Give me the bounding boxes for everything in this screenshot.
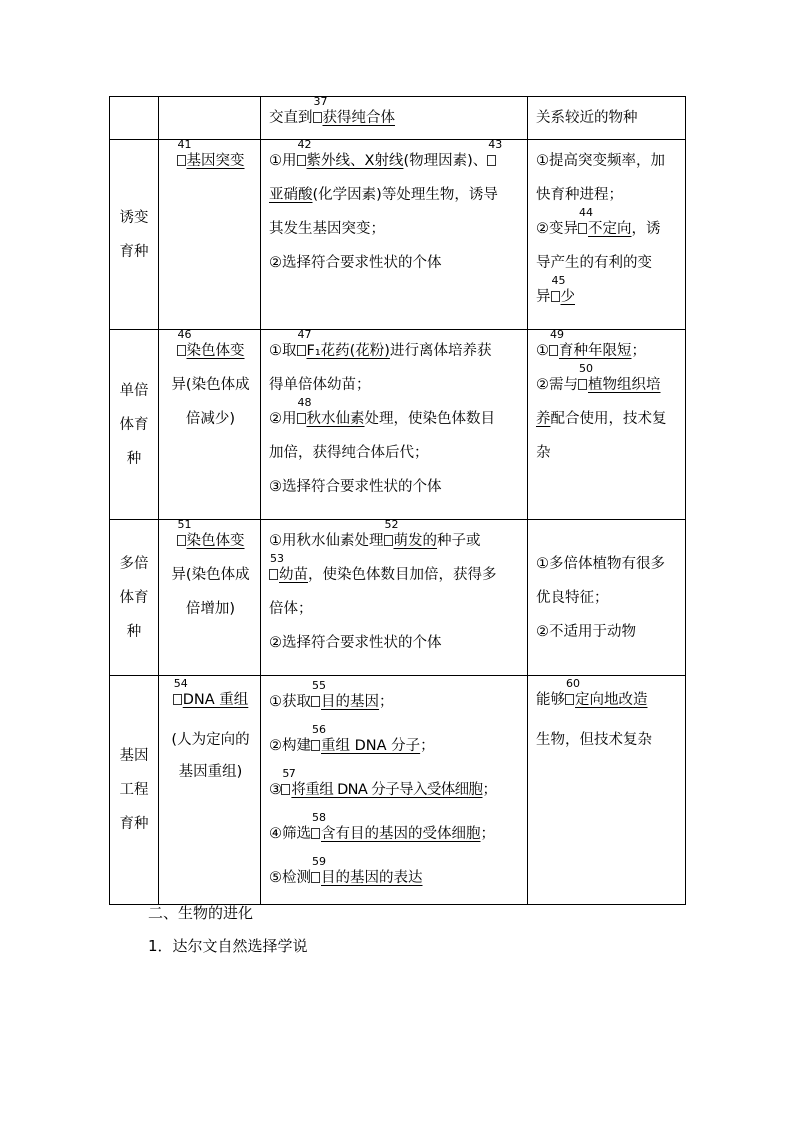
blank-box-icon: 60 xyxy=(565,694,574,705)
blank-box-icon: 45 xyxy=(551,291,560,302)
blank-box-icon: 43 xyxy=(487,155,496,166)
blank-box-icon: 54 xyxy=(173,694,182,705)
table-cell: ①提高突变频率，加 快育种进程； ②变异 44 不定向，诱 导产生的有利的变 异 45 少 xyxy=(528,140,686,330)
table-cell xyxy=(528,97,686,140)
table-cell: ① 49 育种年限短； ②需与 50 植物组织培 养配合使用，技术复 杂 xyxy=(528,330,686,520)
table-row xyxy=(110,676,686,905)
blank-box-icon: 50 xyxy=(578,379,587,390)
blank-box-icon: 53 xyxy=(269,569,278,580)
table-row xyxy=(110,97,686,140)
breeding-methods-table xyxy=(109,96,686,905)
blank-box-icon: 42 xyxy=(297,155,306,166)
table-cell: ①用秋水仙素处理 52 萌发的种子或 53 幼苗，使染色体数目加倍，获得多 倍体； ②选择符合要求性状的个体 xyxy=(261,520,528,676)
blank-box-icon: 47 xyxy=(297,345,306,356)
blank-box-icon: 52 xyxy=(384,535,393,546)
table-row xyxy=(110,520,686,676)
blank-box-icon: 55 xyxy=(311,696,320,707)
table-cell: ①取 47 F₁花药(花粉)进行离体培养获 得单倍体幼苗； ②用 48 秋水仙素处理，使染色体数目 加倍，获得纯合体后代； ③选择符合要求性状的个体 xyxy=(261,330,528,520)
table-cell: ①获取 55 目的基因； ②构建 56 重组 DNA 分子； ③ 57 将重组 DNA 分子导入受体细胞； ④筛选 58 含有目的基因的受体细胞； ⑤检测 59 目的基因的表达 xyxy=(261,676,528,905)
blank-box-icon: 37 xyxy=(313,112,322,123)
table-cell: 能够 60 定向地改造 生物，但技术复杂 xyxy=(528,676,686,905)
row-heading: 诱变 育种 xyxy=(110,140,159,330)
blank-box-icon: 56 xyxy=(311,740,320,751)
table-cell: 51 染色体变 异(染色体成 倍增加) xyxy=(159,520,261,676)
table-cell: 46 染色体变 异(染色体成 倍减少) xyxy=(159,330,261,520)
table-cell xyxy=(159,97,261,140)
table-cell: ①用 42 紫外线、X射线(物理因素)、 43 亚硝酸(化学因素)等处理生物，诱导 其发生基因突变； ②选择符合要求性状的个体 xyxy=(261,140,528,330)
table-cell: ①多倍体植物有很多 优良特征； ②不适用于动物 xyxy=(528,520,686,676)
cell-text: 关系较近的物种 xyxy=(536,110,638,126)
table-row xyxy=(110,140,686,330)
answer-text: 获得纯合体 xyxy=(322,110,395,126)
cell-text: 交直到 xyxy=(269,110,313,126)
table-cell: 54 DNA 重组 (人为定向的 基因重组) xyxy=(159,676,261,905)
subsection-heading: 1．达尔文自然选择学说 xyxy=(148,937,308,955)
blank-box-icon: 57 xyxy=(281,784,290,795)
blank-box-icon: 48 xyxy=(297,413,306,424)
blank-box-icon: 41 xyxy=(177,155,186,166)
answer-text: 基因突变 xyxy=(186,153,245,169)
row-heading: 多倍 体育 种 xyxy=(110,520,159,676)
blank-box-icon: 51 xyxy=(177,535,186,546)
blank-box-icon: 44 xyxy=(578,223,587,234)
blank-box-icon: 46 xyxy=(177,345,186,356)
blank-box-icon: 49 xyxy=(549,345,558,356)
table-cell xyxy=(159,140,261,330)
row-heading: 单倍 体育 种 xyxy=(110,330,159,520)
row-heading: 基因 工程 育种 xyxy=(110,676,159,905)
blank-box-icon: 59 xyxy=(311,872,320,883)
blank-box-icon: 58 xyxy=(311,828,320,839)
table-row xyxy=(110,330,686,520)
table-cell xyxy=(110,97,159,140)
section-heading: 二、生物的进化 xyxy=(148,904,254,922)
table-cell xyxy=(261,97,528,140)
